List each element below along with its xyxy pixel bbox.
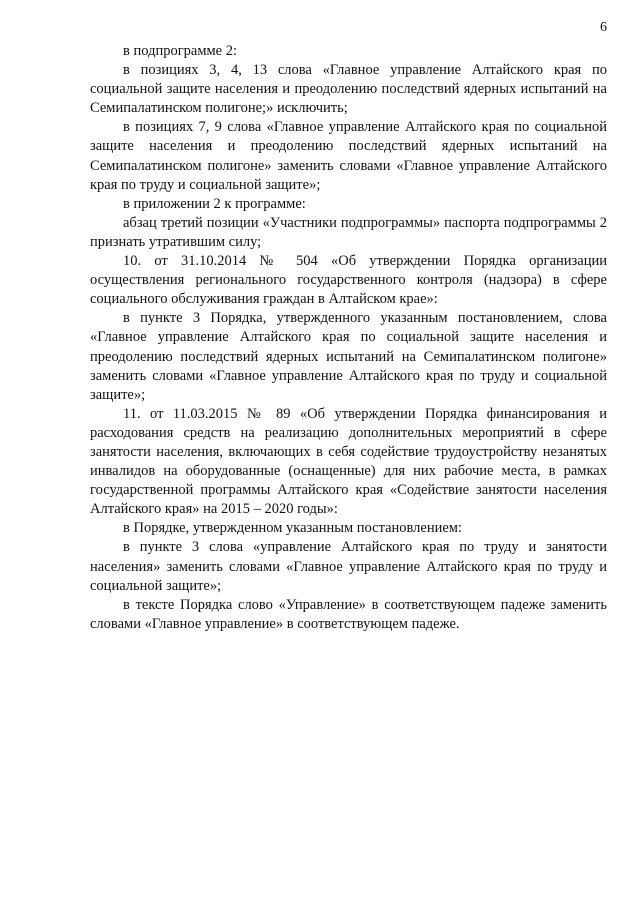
page-number: 6 bbox=[600, 20, 607, 35]
paragraph: 10. от 31.10.2014 № 504 «Об утверждении Порядка организации осуществления регионального государственного контроля (надзора) в сфере социального обслуживания граждан в Алтайском крае»: bbox=[90, 253, 607, 308]
paragraph: в пункте 3 слова «управление Алтайского края по труду и занятости населения» заменить словами «Главное управление Алтайского края по труду и социальной защите»; bbox=[90, 539, 607, 594]
document-body bbox=[90, 42, 607, 634]
paragraph: 11. от 11.03.2015 № 89 «Об утверждении Порядка финансирования и расходования средств на реализацию дополнительных мероприятий в сфере занятости населения, включающих в себя содействие трудоустройству незанятых инвалидов на оборудованные (оснащенные) для них рабочие места, в рамках государственной программы Алтайского края «Содействие занятости населения Алтайского края» на 2015 – 2020 годы»: bbox=[90, 405, 607, 518]
paragraph: в тексте Порядка слово «Управление» в соответствующем падеже заменить словами «Главное управление» в соответствующем падеже. bbox=[90, 596, 607, 632]
paragraph: в позициях 7, 9 слова «Главное управление Алтайского края по социальной защите населения и преодолению последствий ядерных испытаний на Семипалатинском полигоне» заменить словами «Главное управление Алтайского края по труду и социальной защите»; bbox=[90, 119, 607, 193]
paragraph: в подпрограмме 2: bbox=[123, 43, 238, 59]
paragraph: в позициях 3, 4, 13 слова «Главное управление Алтайского края по социальной защите населения и преодолению последствий ядерных испытаний на Семипалатинском полигоне;» исключить; bbox=[90, 62, 607, 117]
paragraph: в Порядке, утвержденном указанным постановлением: bbox=[123, 520, 463, 537]
paragraph: абзац третий позиции «Участники подпрограммы» паспорта подпрограммы 2 признать утратившим силу; bbox=[90, 214, 607, 250]
paragraph: в пункте 3 Порядка, утвержденного указанным постановлением, слова «Главное управление Алтайского края по социальной защите населения и преодолению последствий ядерных испытаний на Семипалатинском полигоне» заменить словами «Главное управление Алтайского края по труду и социальной защите»; bbox=[90, 310, 607, 403]
paragraph: в приложении 2 к программе: bbox=[123, 195, 306, 212]
